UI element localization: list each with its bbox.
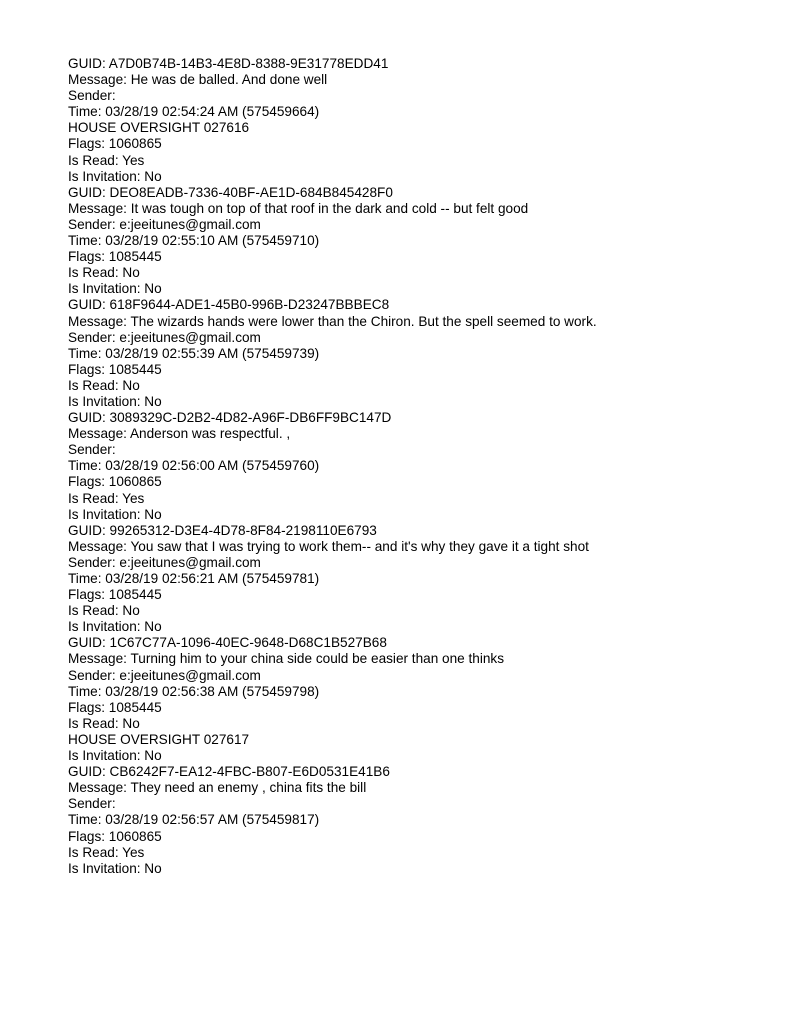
time-line: Time: 03/28/19 02:56:00 AM (575459760) bbox=[68, 458, 320, 474]
is-invitation-line: Is Invitation: No bbox=[68, 860, 162, 876]
message-line: Message: The wizards hands were lower than the Chiron. But the spell seemed to work. bbox=[68, 313, 597, 329]
guid-line: GUID: 1C67C77A-1096-40EC-9648-D68C1B527B68 bbox=[68, 635, 387, 651]
flags-line: Flags: 1060865 bbox=[68, 474, 162, 490]
time-line: Time: 03/28/19 02:56:21 AM (575459781) bbox=[68, 571, 320, 586]
message-line: Message: You saw that I was trying to work them-- and it's why they gave it a tight shot bbox=[68, 538, 589, 554]
guid-line: GUID: 618F9644-ADE1-45B0-996B-D23247BBBEC8 bbox=[68, 297, 390, 313]
guid-line: GUID: 3089329C-D2B2-4D82-A96F-DB6FF9BC147D bbox=[68, 410, 392, 426]
is-read-line: Is Read: Yes bbox=[68, 844, 145, 860]
flags-line: Flags: 1085445 bbox=[68, 249, 162, 265]
is-read-line: Is Read: Yes bbox=[68, 152, 145, 168]
is-invitation-line: Is Invitation: No bbox=[68, 748, 162, 764]
is-read-line: Is Read: No bbox=[68, 265, 140, 281]
time-line: Time: 03/28/19 02:56:57 AM (575459817) bbox=[68, 812, 320, 828]
bates-stamp: HOUSE OVERSIGHT 027617 bbox=[68, 731, 250, 747]
flags-line: Flags: 1085445 bbox=[68, 699, 162, 715]
message-line: Message: He was de balled. And done well bbox=[68, 72, 328, 88]
time-line: Time: 03/28/19 02:56:38 AM (575459798) bbox=[68, 683, 320, 699]
is-invitation-line: Is Invitation: No bbox=[68, 281, 162, 297]
message-line: Message: They need an enemy , china fits the bill bbox=[68, 780, 367, 796]
sender-line: Sender: e:jeeitunes@gmail.com bbox=[68, 667, 261, 683]
sender-line: Sender: e:jeeitunes@gmail.com bbox=[68, 329, 261, 345]
flags-line: Flags: 1085445 bbox=[68, 587, 162, 603]
sender-line: Sender: bbox=[68, 796, 116, 812]
bates-stamp: HOUSE OVERSIGHT 027616 bbox=[68, 120, 250, 136]
message-line: Message: Anderson was respectful. , bbox=[68, 426, 291, 442]
sender-line: Sender: bbox=[68, 88, 116, 104]
is-read-line: Is Read: Yes bbox=[68, 490, 145, 506]
is-read-line: Is Read: No bbox=[68, 603, 140, 619]
time-line: Time: 03/28/19 02:55:10 AM (575459710) bbox=[68, 233, 320, 249]
guid-line: GUID: DEO8EADB-7336-40BF-AE1D-684B845428F0 bbox=[68, 184, 393, 200]
is-invitation-line: Is Invitation: No bbox=[68, 506, 162, 522]
time-line: Time: 03/28/19 02:55:39 AM (575459739) bbox=[68, 345, 320, 361]
flags-line: Flags: 1085445 bbox=[68, 361, 162, 377]
guid-line: GUID: CB6242F7-EA12-4FBC-B807-E6D0531E41B6 bbox=[68, 764, 390, 780]
flags-line: Flags: 1060865 bbox=[68, 136, 162, 152]
is-read-line: Is Read: No bbox=[68, 377, 140, 393]
is-invitation-line: Is Invitation: No bbox=[68, 168, 162, 184]
guid-line: GUID: 99265312-D3E4-4D78-8F84-2198110E6793 bbox=[68, 522, 377, 538]
guid-line: GUID: A7D0B74B-14B3-4E8D-8388-9E31778EDD41 bbox=[68, 56, 389, 71]
time-line: Time: 03/28/19 02:54:24 AM (575459664) bbox=[68, 104, 320, 120]
document-body bbox=[68, 56, 768, 877]
sender-line: Sender: bbox=[68, 442, 116, 458]
is-read-line: Is Read: No bbox=[68, 715, 140, 731]
is-invitation-line: Is Invitation: No bbox=[68, 393, 162, 409]
is-invitation-line: Is Invitation: No bbox=[68, 619, 162, 635]
sender-line: Sender: e:jeeitunes@gmail.com bbox=[68, 216, 261, 232]
sender-line: Sender: e:jeeitunes@gmail.com bbox=[68, 554, 261, 570]
message-line: Message: Turning him to your china side could be easier than one thinks bbox=[68, 651, 505, 667]
flags-line: Flags: 1060865 bbox=[68, 828, 162, 844]
message-line: Message: It was tough on top of that roof in the dark and cold -- but felt good bbox=[68, 200, 529, 216]
